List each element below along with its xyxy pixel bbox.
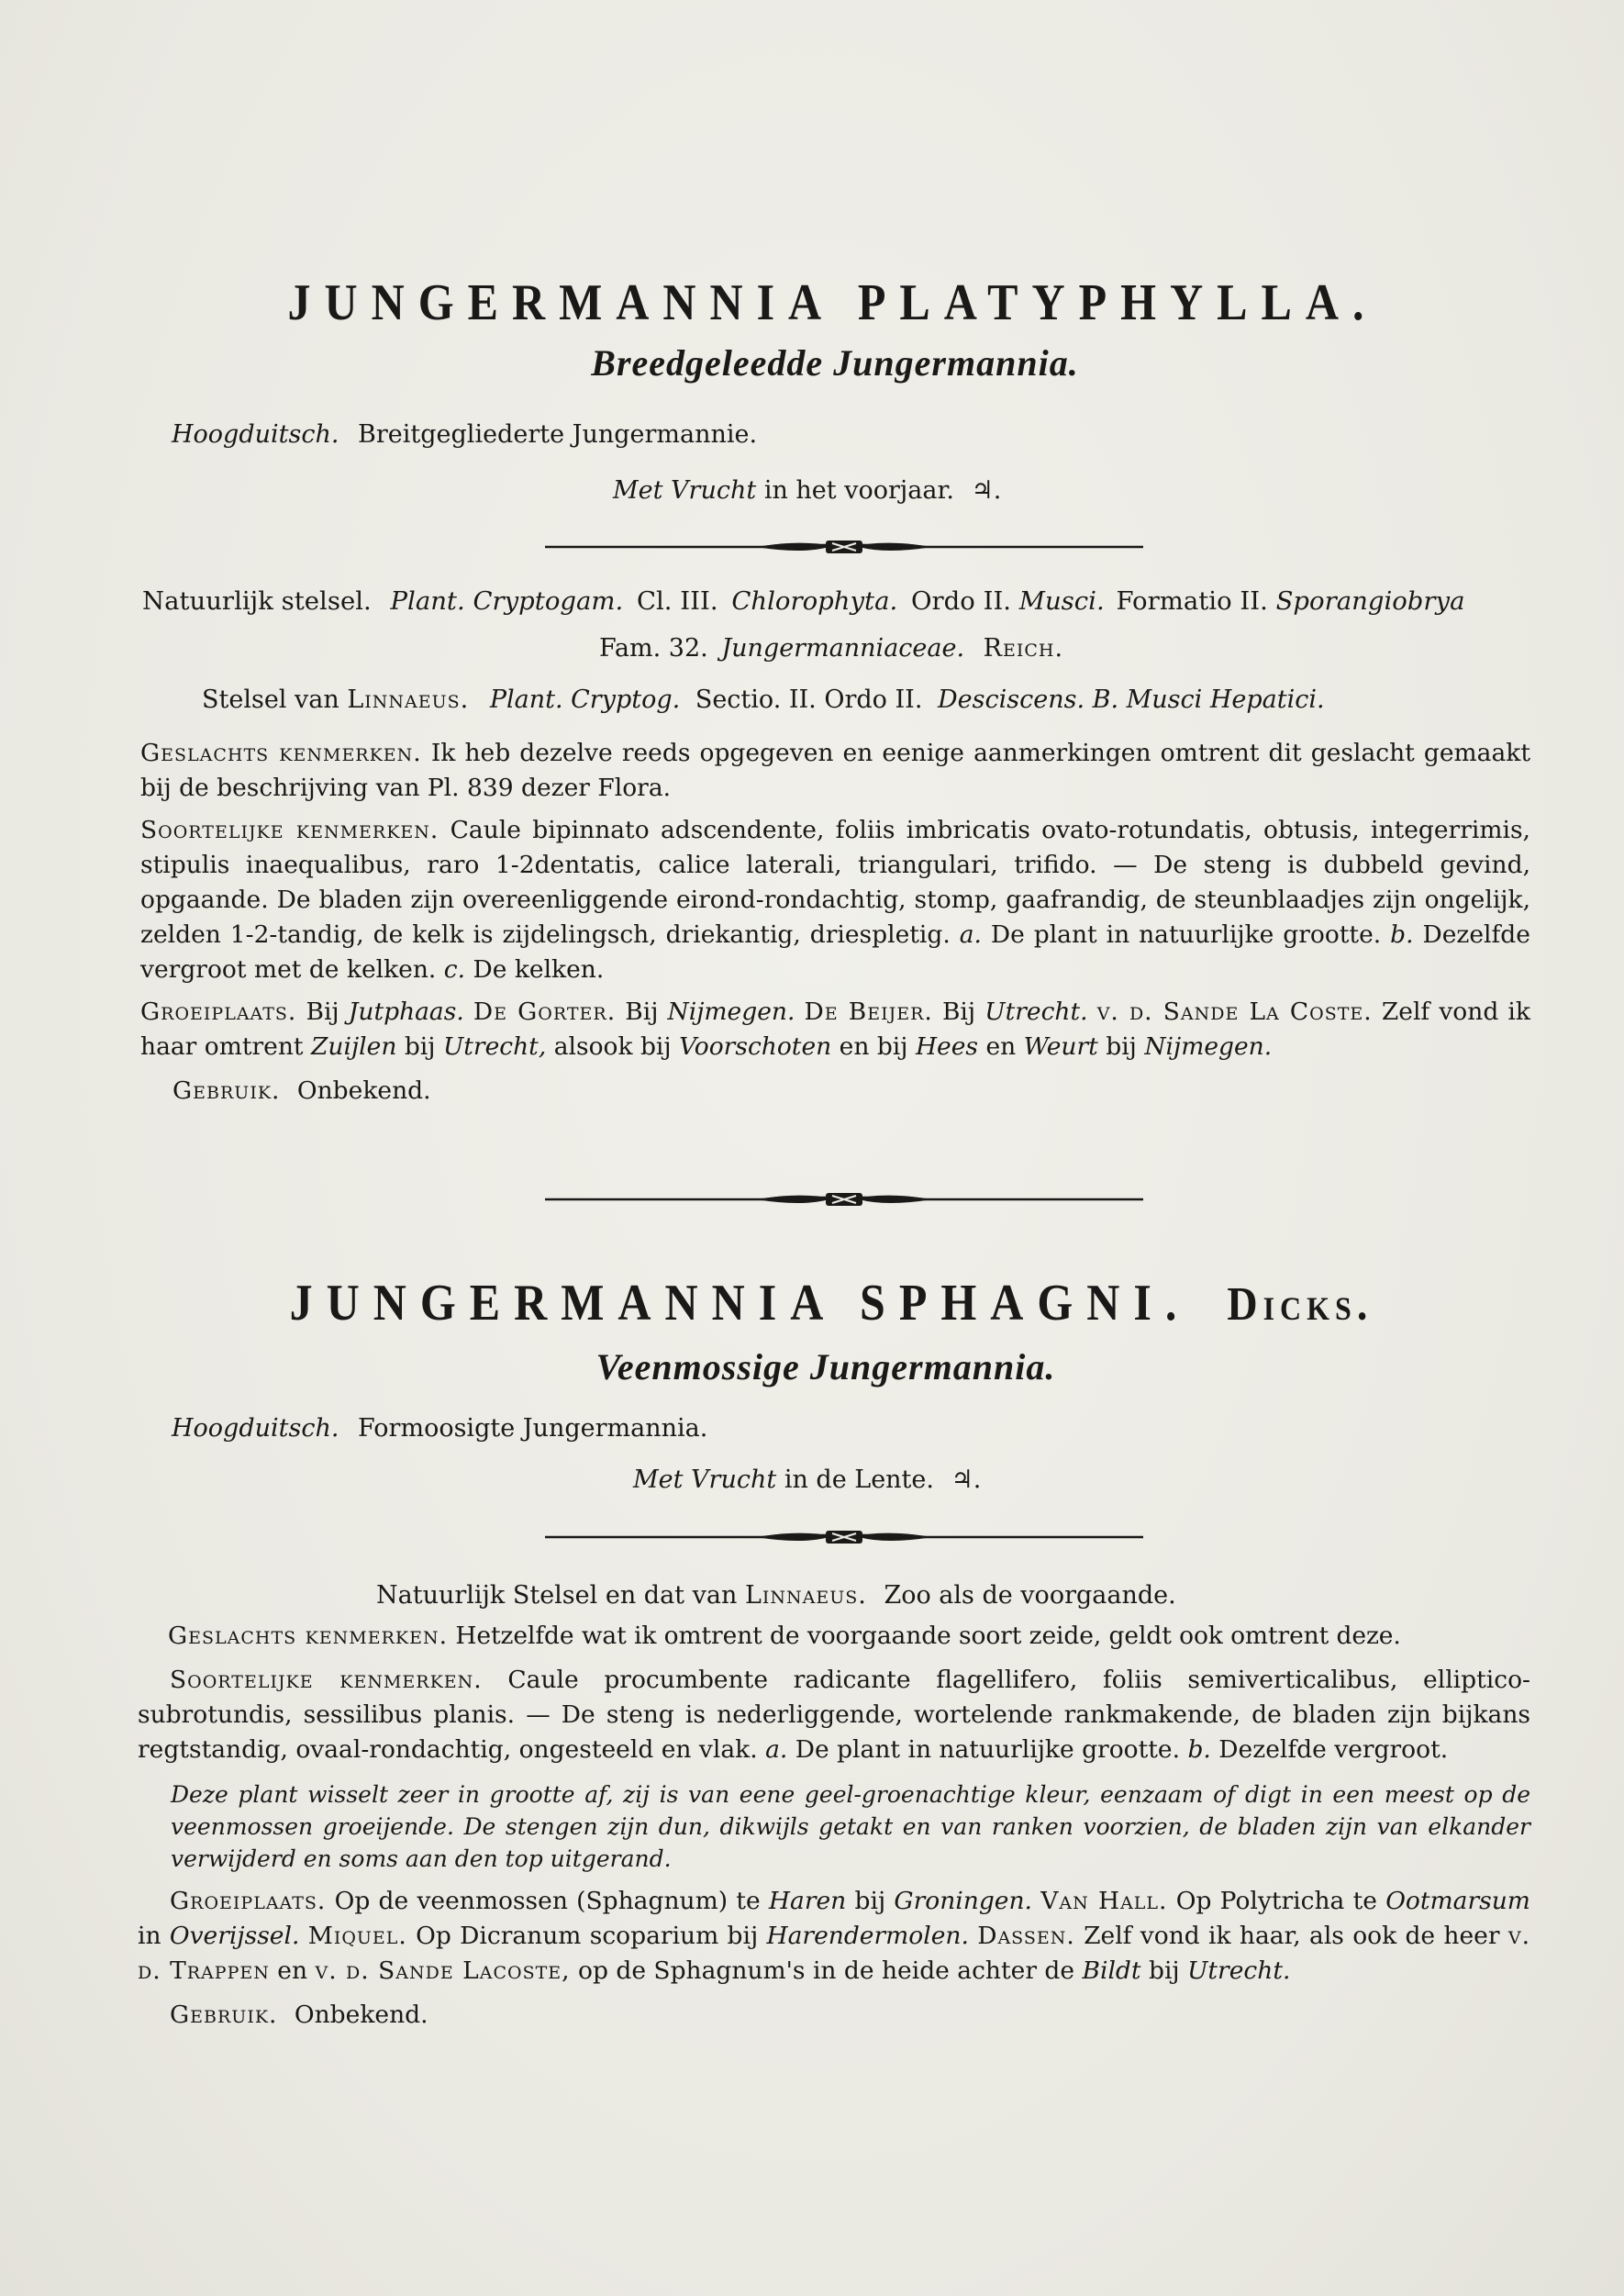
linnaeus-label: Stelsel van [202,685,339,714]
species-title [130,1273,1532,1332]
habitat-text: en [277,1956,308,1985]
collector-name: v. d. Sande La Coste. [1096,998,1373,1026]
class-number: Cl. III. [636,586,718,616]
german-name: Breitgegliederte Jungermannie. [358,420,758,449]
place-name: Jutphaas. [348,998,464,1026]
formatio: Formatio II. [1116,586,1268,616]
place-name: Voorschoten [679,1032,832,1061]
fruit-line [613,474,1001,508]
habitat-text: Op de veenmossen (Sphagnum) te [334,1887,761,1915]
place-name: Harendermolen. [766,1922,969,1950]
place-name: Hees [915,1032,979,1061]
collector-name: Dassen. [977,1922,1075,1950]
habitat-lead: Groeiplaats. [170,1887,327,1915]
ornament-divider [545,1189,1143,1209]
section2-body-main [138,1663,1530,2033]
species-author: Dicks. [1227,1277,1374,1331]
genus-characters [140,736,1530,806]
species-lead: Soortelijke kenmerken. [140,816,439,844]
habitat-text: en bij [839,1032,908,1061]
species-title: JUNGERMANNIA PLATYPHYLLA. [287,273,1378,331]
linnaeus-sectio: Sectio. II. Ordo II. [695,685,923,714]
class-name: Chlorophyta. [731,586,898,616]
system-line [376,1578,1176,1613]
species-text: Caule procumbente radicante flagellifero, foliis semiverticalibus, elliptico-subrotundis, sessilibus planis. — De steng is nederliggende, wortelende rankmakende, de bladen zijn bijkans regtstandig, ovaal-rondachtig, ongesteeld en vlak. [138,1666,1530,1764]
fruit-text: in het voorjaar. [763,476,954,505]
fruit-label: Met Vrucht [633,1466,777,1494]
section-sphagni [138,1273,1532,1388]
place-name: Weurt [1023,1032,1098,1061]
habitat-text: bij [854,1887,886,1915]
section2-body [168,1619,1530,1654]
habitat [138,1884,1530,1989]
section1-body [140,736,1530,1109]
linnaeus-order-name: Desciscens. B. Musci Hepatici. [938,685,1325,714]
genus-text: Hetzelfde wat ik omtrent de voorgaande soort zeide, geldt ook omtrent deze. [455,1622,1401,1650]
natural-system-label: Natuurlijk stelsel. [142,586,372,616]
figure-b: b. [1390,920,1414,949]
linnaeus-system-line [202,683,1325,718]
species-note: Deze plant wisselt zeer in grootte af, zij is van eene geel-groenachtige kleur, eenzaam of digt in een meest op de veenmossen groeijende. De stengen zijn dun, dikwijls getakt en van ranken voorzien, de bladen zijn van elkander verwijderd en soms aan den top uitgerand. [171,1781,1530,1872]
figure-c-text: De kelken. [473,955,605,984]
collector-name: v. d. Sande Lacoste, [315,1956,571,1985]
perennial-symbol: ♃. [951,1466,982,1494]
figure-b-text: Dezelfde vergroot met de kelken. [140,920,1530,984]
linnaeus-name: Linnaeus. [744,1581,867,1610]
family-line [599,631,1063,666]
natural-system-line [142,584,1464,619]
habitat [140,995,1530,1064]
collector-name: Miquel. [307,1922,407,1950]
habitat-text: bij [404,1032,436,1061]
perennial-symbol: ♃. [971,476,1002,505]
german-name: Formoosigte Jungermannia. [358,1414,708,1443]
figure-a: a. [765,1735,788,1764]
species-subtitle: Veenmossige Jungermannia. [595,1346,1056,1388]
german-label: Hoogduitsch. [172,420,339,449]
habitat-text: in [138,1922,161,1950]
ordo: Ordo II. [910,586,1012,616]
figure-c: c. [443,955,466,984]
place-name: Overijssel. [169,1922,300,1950]
german-label: Hoogduitsch. [172,1414,339,1443]
habitat-text: alsook bij [553,1032,672,1061]
collector-name: De Gorter. [473,998,617,1026]
fruit-line [633,1463,981,1498]
fruit-text: in de Lente. [784,1466,934,1494]
section-platyphylla [138,275,1532,385]
habitat-text: Bij [625,998,659,1026]
figure-a-text: De plant in natuurlijke grootte. [990,920,1382,949]
species-characters [140,813,1530,987]
habitat-text: Zelf vond ik haar omtrent [140,998,1530,1061]
habitat-text: Bij [306,998,339,1026]
german-name-line [172,418,757,452]
place-name: Utrecht, [442,1032,547,1061]
fruit-label: Met Vrucht [613,476,757,505]
place-name: Nijmegen. [1144,1032,1273,1061]
species-text: Caule bipinnato adscendente, foliis imbricatis ovato-rotundatis, obtusis, integerrimis, stipulis inaequalibus, raro 1-2dentatis, calice laterali, triangulari, trifido. — De steng is dubbeld gevind, opgaande. De bladen zijn overeenliggende eirond-rondachtig, stomp, gaafrandig, de steunblaadjes zijn ongelijk, zelden 1-2-tandig, de kelk is zijdelingsch, driekantig, driespletig. [140,816,1530,949]
place-name: Utrecht. [984,998,1088,1026]
habitat-text: Op Dicranum scoparium bij [416,1922,759,1950]
place-name: Bildt [1082,1956,1141,1985]
habitat-text: op de Sphagnum's in de heide achter de [578,1956,1075,1985]
plant-class: Plant. Cryptogam. [390,586,624,616]
habitat-text: bij [1148,1956,1180,1985]
linnaeus-name: Linnaeus. [347,685,470,714]
usage-text: Onbekend. [294,2001,428,2029]
collector-name: Van Hall. [1040,1887,1168,1915]
linnaeus-class: Plant. Cryptog. [489,685,681,714]
system-text: Natuurlijk Stelsel en dat van [376,1581,738,1610]
place-name: Zuijlen [311,1032,397,1061]
usage [140,1074,1530,1109]
system-text: Zoo als de voorgaande. [884,1581,1176,1610]
family-author: Reich. [983,634,1064,663]
usage-lead: Gebruik. [172,1076,281,1105]
genus-lead: Geslachts kenmerken. [140,739,422,767]
species-title-text: JUNGERMANNIA SPHAGNI. [289,1273,1191,1332]
figure-b: b. [1187,1735,1211,1764]
collector-name: De Beijer. [804,998,933,1026]
species-characters [138,1663,1530,1767]
figure-a-text: De plant in natuurlijke grootte. [795,1735,1181,1764]
family-name: Jungermanniaceae. [721,634,965,663]
figure-b-text: Dezelfde vergroot. [1218,1735,1449,1764]
family-number: Fam. 32. [599,634,708,663]
usage [138,1998,1530,2033]
place-name: Utrecht. [1187,1956,1291,1985]
genus-lead: Geslachts kenmerken. [168,1622,449,1650]
genus-text: Ik heb dezelve reeds opgegeven en eenige aanmerkingen omtrent dit geslacht gemaakt bij de beschrijving van Pl. 839 dezer Flora. [140,739,1530,802]
usage-text: Onbekend. [296,1076,431,1105]
place-name: Nijmegen. [667,998,795,1026]
ornament-divider [545,1527,1143,1547]
habitat-text: Op Polytricha te [1175,1887,1377,1915]
habitat-text: bij [1106,1032,1137,1061]
place-name: Haren [768,1887,847,1915]
place-name: Ootmarsum [1385,1887,1530,1915]
species-subtitle: Breedgeleedde Jungermannia. [591,342,1079,384]
genus-characters [168,1619,1530,1654]
ordo-name: Musci. [1018,586,1105,616]
figure-a: a. [959,920,982,949]
german-name-line [172,1411,707,1446]
ornament-divider [545,537,1143,557]
habitat-lead: Groeiplaats. [140,998,297,1026]
formatio-name: Sporangiobrya [1275,586,1465,616]
place-name: Groningen. [894,1887,1032,1915]
habitat-text: Zelf vond ik haar, als ook de heer [1084,1922,1500,1950]
habitat-text: en [985,1032,1017,1061]
usage-lead: Gebruik. [170,2001,278,2029]
habitat-text: Bij [941,998,976,1026]
species-lead: Soortelijke kenmerken. [170,1666,483,1694]
collector-name: v. d. Trappen [138,1922,1530,1985]
